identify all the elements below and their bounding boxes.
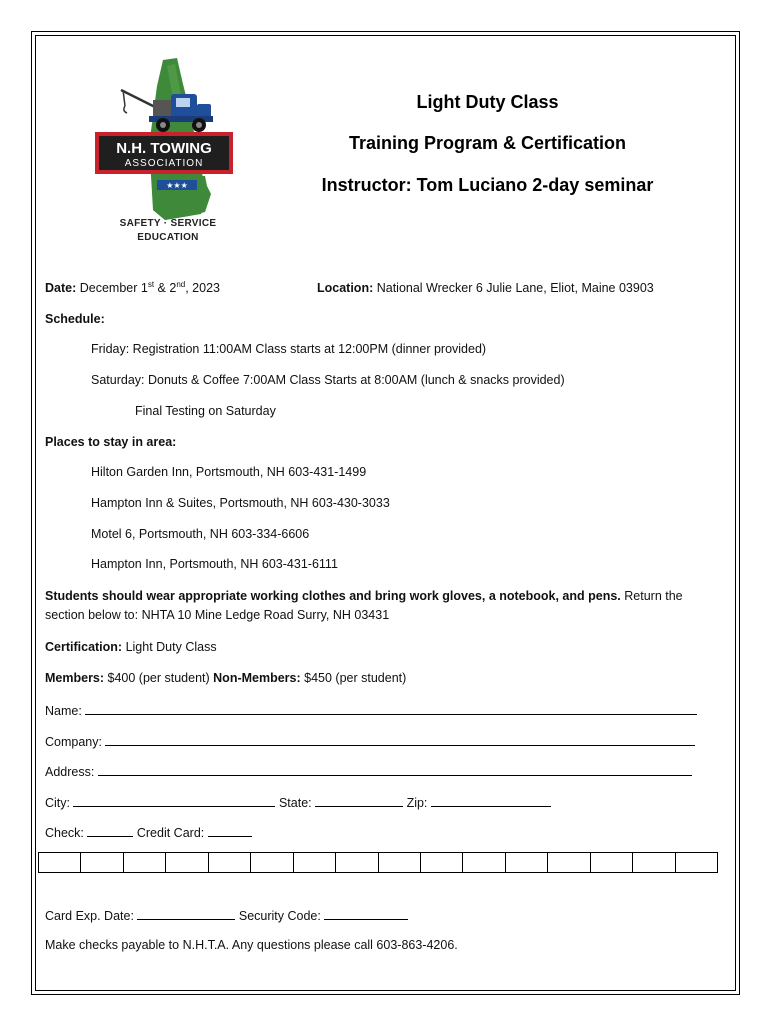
card-exp-label: Card Exp. Date: (45, 909, 138, 923)
check-field[interactable] (87, 824, 133, 837)
pricing-line (45, 671, 406, 685)
schedule-final: Final Testing on Saturday (135, 404, 276, 418)
card-number-cell[interactable] (294, 853, 336, 872)
company-row (45, 733, 695, 749)
name-label: Name: (45, 704, 86, 718)
places-label (45, 435, 176, 449)
students-note (45, 587, 725, 625)
zip-field[interactable] (431, 794, 551, 807)
place-item: Hampton Inn & Suites, Portsmouth, NH 603-430-3033 (91, 496, 390, 510)
security-code-label: Security Code: (235, 909, 325, 923)
nonmembers-label: Non-Members: (213, 671, 301, 685)
name-row (45, 702, 697, 718)
date-part2: & 2 (154, 281, 177, 295)
card-number-cell[interactable] (39, 853, 81, 872)
location-value: National Wrecker 6 Julie Lane, Eliot, Maine 03903 (373, 281, 654, 295)
credit-card-field[interactable] (208, 824, 252, 837)
card-number-cell[interactable] (379, 853, 421, 872)
zip-label: Zip: (403, 796, 431, 810)
card-number-cell[interactable] (506, 853, 548, 872)
footer-note: Make checks payable to N.H.T.A. Any questions please call 603-863-4206. (45, 938, 458, 952)
card-number-cell[interactable] (251, 853, 293, 872)
place-item: Hilton Garden Inn, Portsmouth, NH 603-431-1499 (91, 465, 367, 479)
place-item: Motel 6, Portsmouth, NH 603-334-6606 (91, 527, 310, 541)
date-line (45, 281, 220, 295)
location-label: Location: (317, 281, 374, 295)
logo-tagline-2: EDUCATION (137, 232, 199, 243)
security-code-field[interactable] (324, 907, 408, 920)
credit-card-label: Credit Card: (133, 826, 208, 840)
schedule-saturday: Saturday: Donuts & Coffee 7:00AM Class Starts at 8:00AM (lunch & snacks provided) (91, 373, 565, 387)
company-label: Company: (45, 735, 106, 749)
address-field[interactable] (98, 763, 692, 776)
date-sup2: nd (176, 280, 186, 289)
card-number-grid (38, 852, 718, 873)
card-number-cell[interactable] (336, 853, 378, 872)
check-label: Check: (45, 826, 88, 840)
members-value: $400 (per student) (104, 671, 214, 685)
card-number-cell[interactable] (676, 853, 717, 872)
certification-label: Certification: (45, 640, 123, 654)
title-instructor: Instructor: Tom Luciano 2-day seminar (321, 175, 654, 195)
nonmembers-value: $450 (per student) (300, 671, 407, 685)
card-number-cell[interactable] (548, 853, 590, 872)
location-line (317, 281, 654, 295)
date-sup1: st (147, 280, 155, 289)
logo-name-line2: ASSOCIATION (124, 158, 204, 169)
card-number-cell[interactable] (633, 853, 675, 872)
logo-tagline-1: SAFETY · SERVICE (119, 218, 217, 229)
places-label-text: Places to stay in area: (45, 435, 177, 449)
date-part1: December 1 (76, 281, 148, 295)
card-number-cell[interactable] (463, 853, 505, 872)
city-label: City: (45, 796, 74, 810)
address-row (45, 763, 692, 779)
city-row (45, 794, 551, 810)
card-number-cell[interactable] (166, 853, 208, 872)
state-label: State: (275, 796, 316, 810)
payment-row (45, 824, 252, 840)
address-label: Address: (45, 765, 98, 779)
card-number-cell[interactable] (124, 853, 166, 872)
members-label: Members: (45, 671, 105, 685)
students-note-rest: Return the section below to: NHTA 10 Mine Ledge Road Surry, NH 03431 (45, 589, 683, 622)
logo-name-line1: N.H. TOWING (116, 140, 212, 157)
city-field[interactable] (73, 794, 275, 807)
card-exp-row (45, 907, 408, 923)
schedule-label-text: Schedule: (45, 312, 105, 326)
card-number-cell[interactable] (591, 853, 633, 872)
date-label: Date: (45, 281, 77, 295)
company-field[interactable] (105, 733, 695, 746)
certification-value: Light Duty Class (122, 640, 217, 654)
state-field[interactable] (315, 794, 403, 807)
schedule-friday: Friday: Registration 11:00AM Class starts at 12:00PM (dinner provided) (91, 342, 487, 356)
certification-line (45, 640, 217, 654)
title-class: Light Duty Class (416, 92, 559, 112)
date-part3: , 2023 (185, 281, 220, 295)
place-item: Hampton Inn, Portsmouth, NH 603-431-6111 (91, 557, 338, 571)
title-program: Training Program & Certification (348, 133, 627, 153)
card-number-cell[interactable] (209, 853, 251, 872)
card-number-cell[interactable] (81, 853, 123, 872)
students-note-bold: Students should wear appropriate working clothes and bring work gloves, a notebook, and pens. (45, 589, 621, 603)
card-number-cell[interactable] (421, 853, 463, 872)
name-field[interactable] (85, 702, 697, 715)
schedule-label (45, 312, 105, 326)
svg-text:★★★: ★★★ (166, 181, 188, 190)
card-exp-field[interactable] (137, 907, 235, 920)
